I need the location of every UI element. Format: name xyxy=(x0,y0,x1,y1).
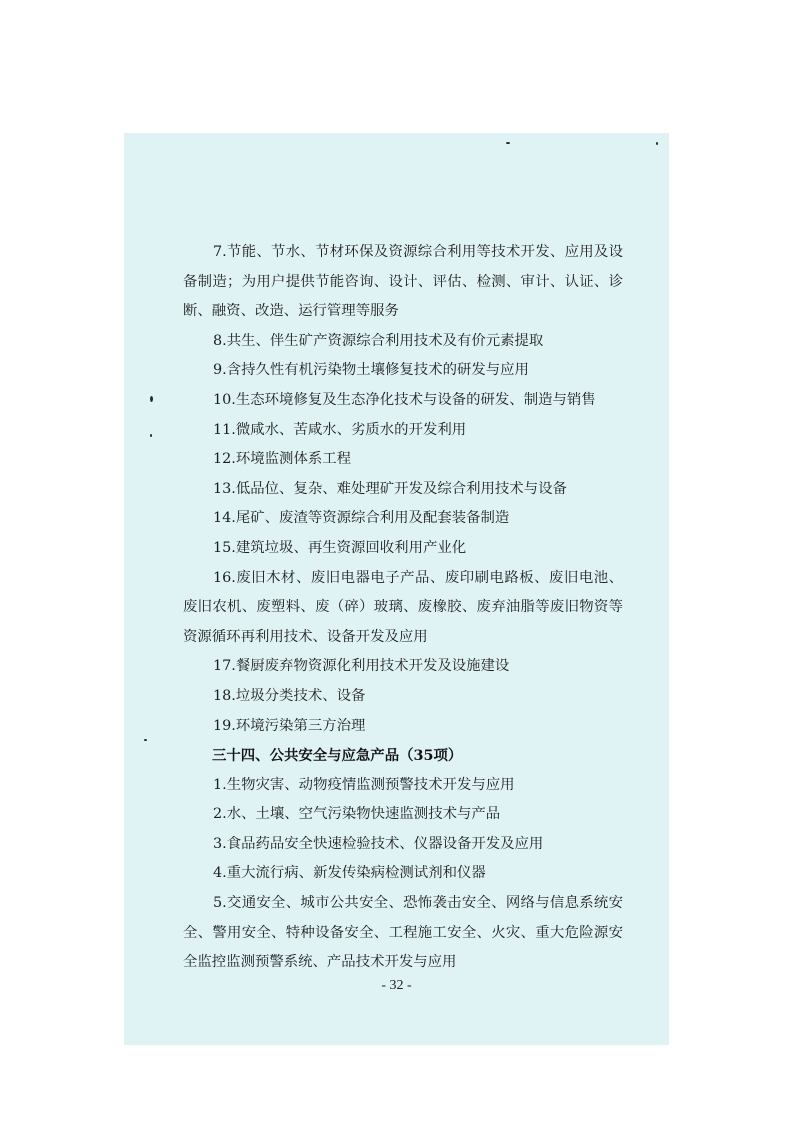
document-body xyxy=(183,238,623,978)
paragraph-item-16: 16.废旧木材、废旧电器电子产品、废印刷电路板、废旧电池、废旧农机、废塑料、废（碎）玻璃、废橡胶、废弃油脂等废旧物资等资源循环再利用技术、设备开发及应用 xyxy=(183,569,623,645)
scan-speck xyxy=(144,739,147,741)
paragraph-item-s5: 5.交通安全、城市公共安全、恐怖袭击安全、网络与信息系统安全、警用安全、特种设备安全、工程施工安全、火灾、重大危险源安全监控监测预警系统、产品技术开发与应用 xyxy=(183,895,623,971)
paragraph-item-18: 18.垃圾分类技术、设备 xyxy=(213,687,366,704)
paragraph-item-14: 14.尾矿、废渣等资源综合利用及配套装备制造 xyxy=(213,510,510,527)
section-heading: 三十四、公共安全与应急产品（35项） xyxy=(212,747,463,765)
scan-speck xyxy=(506,142,510,144)
paragraph-item-s2: 2.水、土壤、空气污染物快速监测技术与产品 xyxy=(213,806,501,823)
paragraph-item-17: 17.餐厨废弃物资源化利用技术开发及设施建设 xyxy=(213,658,510,675)
paragraph-item-19: 19.环境污染第三方治理 xyxy=(213,717,366,734)
paragraph-item-7: 7.节能、节水、节材环保及资源综合利用等技术开发、应用及设备制造；为用户提供节能咨询、设计、评估、检测、审计、认证、诊断、融资、改造、运行管理等服务 xyxy=(183,244,623,320)
scan-speck xyxy=(150,434,152,437)
paragraph-item-11: 11.微咸水、苦咸水、劣质水的开发利用 xyxy=(213,421,467,438)
paragraph-item-10: 10.生态环境修复及生态净化技术与设备的研发、制造与销售 xyxy=(213,391,596,408)
paragraph-item-9: 9.含持久性有机污染物土壤修复技术的研发与应用 xyxy=(213,362,529,379)
paragraph-item-s4: 4.重大流行病、新发传染病检测试剂和仪器 xyxy=(213,865,486,882)
scan-speck xyxy=(656,142,658,145)
paragraph-item-8: 8.共生、伴生矿产资源综合利用技术及有价元素提取 xyxy=(213,332,544,349)
paragraph-item-15: 15.建筑垃圾、再生资源回收利用产业化 xyxy=(213,539,467,556)
paragraph-item-13: 13.低品位、复杂、难处理矿开发及综合利用技术与设备 xyxy=(213,480,567,497)
paragraph-item-12: 12.环境监测体系工程 xyxy=(213,451,352,468)
scan-speck xyxy=(150,396,153,402)
paragraph-item-s1: 1.生物灾害、动物疫情监测预警技术开发与应用 xyxy=(213,776,515,793)
page-number: - 32 - xyxy=(381,978,412,993)
paragraph-item-s3: 3.食品药品安全快速检验技术、仪器设备开发及应用 xyxy=(213,835,544,852)
